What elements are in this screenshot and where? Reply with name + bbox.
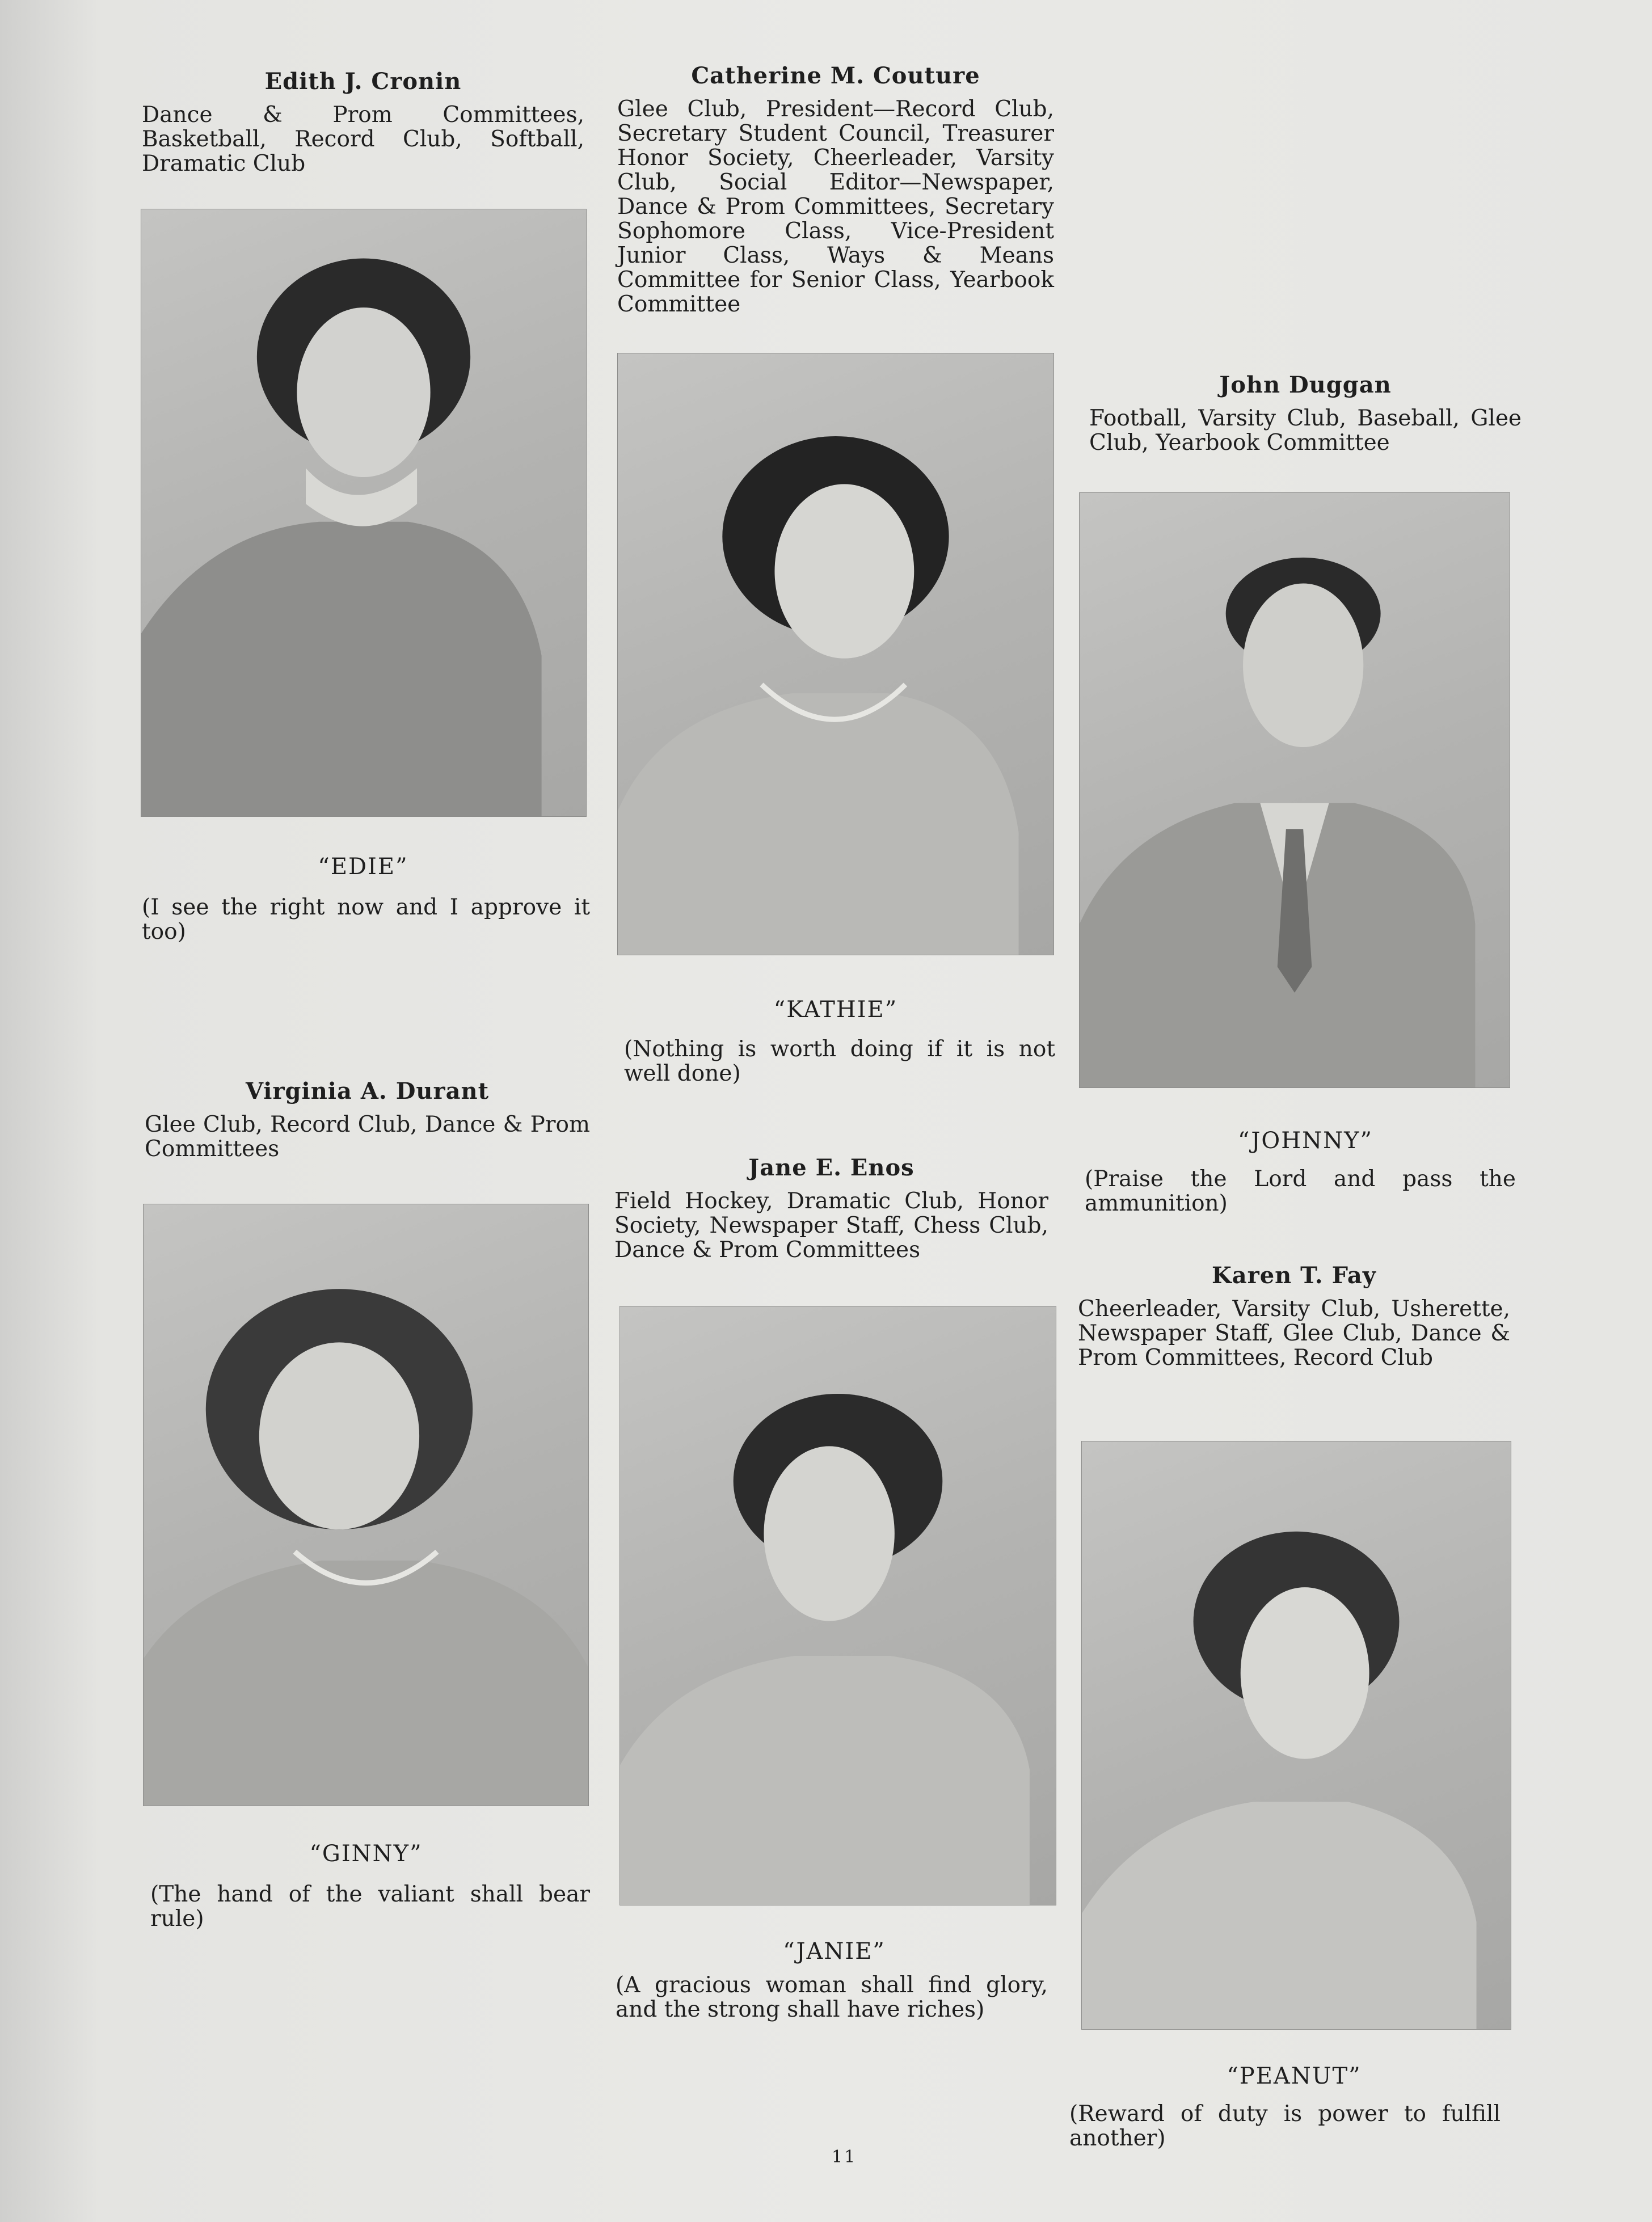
student-name: Karen T. Fay (1211, 1262, 1377, 1289)
student-activities: Glee Club, Record Club, Dance & Prom Committees (145, 1112, 590, 1162)
senior-entry-enos (614, 1154, 1048, 1262)
student-motto: (Praise the Lord and pass the ammunition) (1085, 1166, 1516, 1216)
student-portrait-photo (141, 209, 587, 817)
student-motto: (Nothing is worth doing if it is not well done) (624, 1036, 1055, 1086)
senior-entry-cronin (142, 68, 584, 176)
portrait-image (1082, 1441, 1511, 2029)
portrait-image (620, 1306, 1056, 1905)
student-activities: Glee Club, President—Record Club, Secretary Student Council, Treasurer Honor Society, Cheerleader, Varsity Club, Social Editor—Newspaper, Dance & Prom Committees, Secretary Sophomore Class, Vice-President Junior Class, Ways & Means Committee for Senior Class, Yearbook Committee (617, 96, 1054, 317)
student-activities: Field Hockey, Dramatic Club, Honor Society, Newspaper Staff, Chess Club, Dance & Prom Committees (614, 1188, 1048, 1263)
student-activities: Cheerleader, Varsity Club, Usherette, Newspaper Staff, Glee Club, Dance & Prom Committees, Record Club (1078, 1296, 1510, 1371)
student-nickname: “PEANUT” (1227, 2063, 1362, 2089)
student-nickname: “KATHIE” (773, 997, 898, 1023)
senior-entry-duggan (1089, 372, 1522, 455)
portrait-image (141, 209, 586, 816)
student-activities: Dance & Prom Committees, Basketball, Record Club, Softball, Dramatic Club (142, 102, 584, 176)
portrait-image (144, 1204, 588, 1806)
page-number: 11 (832, 2147, 857, 2167)
student-name: Edith J. Cronin (264, 68, 462, 95)
student-motto: (Reward of duty is power to fulfill another) (1069, 2101, 1501, 2151)
student-name: Catherine M. Couture (691, 62, 980, 89)
student-nickname: “JOHNNY” (1238, 1128, 1373, 1154)
student-nickname: “JANIE” (783, 1938, 886, 1964)
portrait-image (1080, 493, 1510, 1087)
student-portrait-photo (143, 1204, 589, 1806)
portrait-image (618, 353, 1053, 955)
student-activities: Football, Varsity Club, Baseball, Glee Club, Yearbook Committee (1089, 406, 1522, 456)
senior-entry-couture (617, 62, 1054, 317)
student-nickname: “EDIE” (318, 854, 408, 880)
student-portrait-photo (1079, 492, 1510, 1088)
student-name: Jane E. Enos (748, 1154, 914, 1181)
senior-entry-durant (145, 1078, 590, 1161)
student-motto: (A gracious woman shall find glory, and the strong shall have riches) (616, 1972, 1048, 2022)
student-nickname: “GINNY” (309, 1841, 423, 1867)
student-motto: (I see the right now and I approve it too) (142, 895, 590, 945)
student-name: Virginia A. Durant (245, 1078, 490, 1104)
student-portrait-photo (620, 1306, 1056, 1905)
student-motto: (The hand of the valiant shall bear rule) (150, 1882, 590, 1932)
student-portrait-photo (617, 353, 1054, 955)
senior-entry-fay (1078, 1262, 1510, 1370)
student-portrait-photo (1081, 1441, 1511, 2030)
student-name: John Duggan (1219, 372, 1392, 398)
